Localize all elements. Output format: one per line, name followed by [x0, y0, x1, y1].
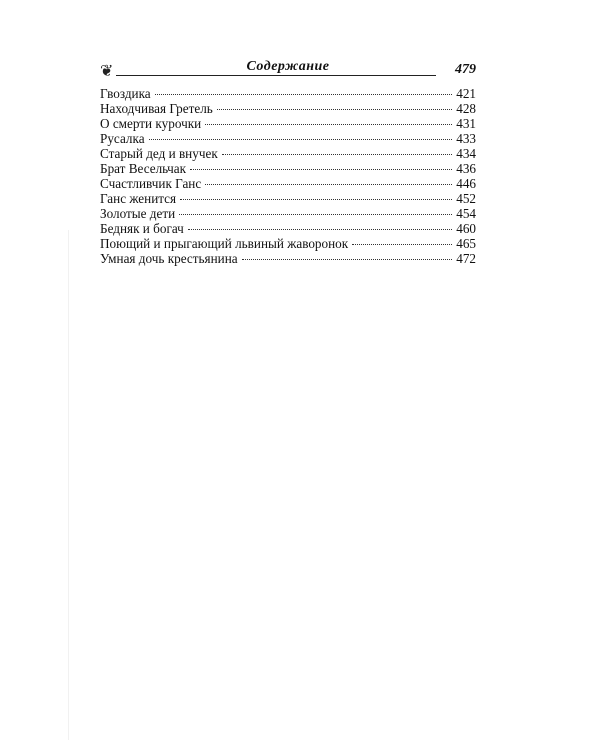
toc-entry	[100, 101, 476, 116]
toc-entry-title: Русалка	[100, 131, 145, 146]
header-rule	[116, 75, 436, 76]
header-title: Содержание	[246, 59, 330, 74]
toc-entry-page: 433	[456, 131, 476, 146]
toc-entry-title: Счастливчик Ганс	[100, 176, 202, 191]
toc-entry	[100, 131, 476, 146]
toc-entry-title: Бедняк и богач	[100, 221, 184, 236]
toc-entry-page: 421	[456, 86, 476, 101]
toc-entry	[100, 191, 476, 206]
dot-leader	[222, 154, 452, 155]
toc-entry-page: 446	[456, 176, 476, 191]
dot-leader	[188, 229, 452, 230]
toc-entry-page: 428	[456, 101, 476, 116]
toc-entry-page: 460	[456, 221, 476, 236]
toc-entry	[100, 236, 476, 251]
dot-leader	[352, 244, 452, 245]
toc-entry	[100, 176, 476, 191]
toc-entry	[100, 86, 476, 101]
toc-entry	[100, 221, 476, 236]
toc-entry-title: Гвоздика	[100, 86, 151, 101]
dot-leader	[190, 169, 452, 170]
dot-leader	[205, 184, 452, 185]
toc-entry-title: Находчивая Гретель	[100, 101, 213, 116]
dot-leader	[179, 214, 452, 215]
page-number: 479	[455, 62, 476, 77]
running-header	[100, 56, 476, 82]
toc-entry	[100, 146, 476, 161]
toc-entry-page: 465	[456, 236, 476, 251]
ornament-icon: ❦	[100, 63, 114, 80]
toc-entry	[100, 206, 476, 221]
toc-entry-title: Ганс женится	[100, 191, 177, 206]
toc-entry	[100, 251, 476, 266]
table-of-contents	[100, 86, 476, 266]
toc-entry-title: Золотые дети	[100, 206, 176, 221]
dot-leader	[242, 259, 453, 260]
toc-entry-page: 436	[456, 161, 476, 176]
toc-entry-title: Умная дочь крестьянина	[100, 251, 238, 266]
dot-leader	[155, 94, 453, 95]
toc-entry-page: 431	[456, 116, 476, 131]
dot-leader	[149, 139, 453, 140]
dot-leader	[180, 199, 452, 200]
page-edge-shadow	[68, 230, 69, 740]
toc-entry-title: О смерти курочки	[100, 116, 202, 131]
toc-entry	[100, 116, 476, 131]
toc-entry-title: Старый дед и внучек	[100, 146, 218, 161]
toc-entry-title: Брат Весельчак	[100, 161, 187, 176]
toc-entry-page: 472	[456, 251, 476, 266]
toc-entry	[100, 161, 476, 176]
toc-entry-page: 454	[456, 206, 476, 221]
toc-entry-page: 452	[456, 191, 476, 206]
dot-leader	[217, 109, 452, 110]
dot-leader	[205, 124, 452, 125]
toc-entry-title: Поющий и прыгающий львиный жаворонок	[100, 236, 349, 251]
toc-entry-page: 434	[456, 146, 476, 161]
